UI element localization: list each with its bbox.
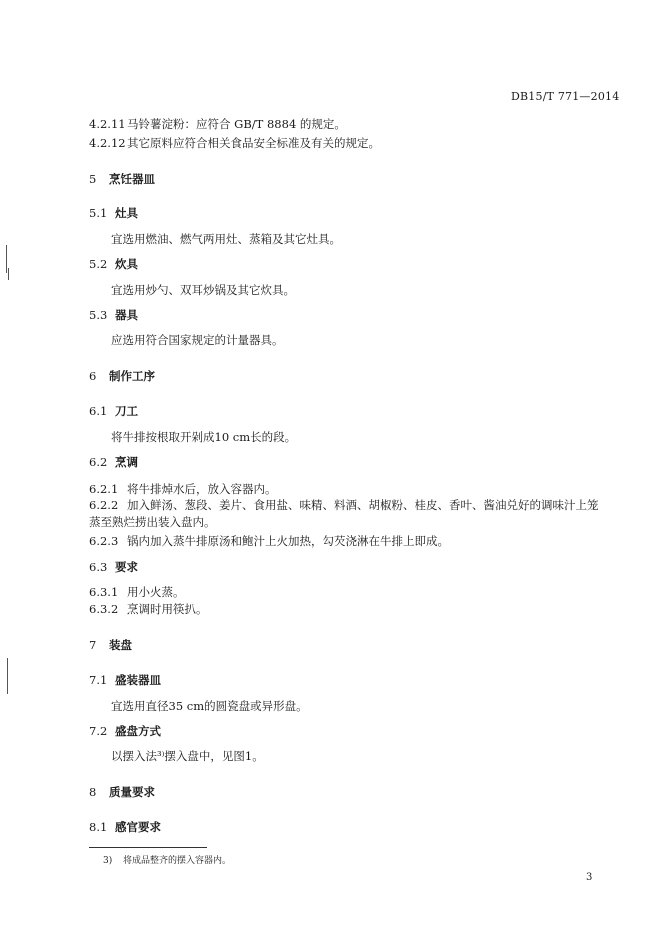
section-6-heading <box>89 368 155 384</box>
section-number: 7 <box>89 638 97 652</box>
section-5-heading <box>89 171 155 187</box>
clause-6-3-1 <box>89 584 185 600</box>
section-title: 制作工序 <box>109 369 155 383</box>
section-7-2-heading <box>89 723 161 739</box>
section-number: 5.1 <box>89 206 108 220</box>
section-8-1-heading <box>89 819 161 835</box>
clause-4-2-12 <box>89 135 380 151</box>
scan-mark <box>7 658 8 694</box>
clause-number: 6.3.2 <box>89 602 119 616</box>
section-number: 5.2 <box>89 257 108 271</box>
section-title: 要求 <box>115 560 138 574</box>
section-8-heading <box>89 784 155 800</box>
clause-6-2-3 <box>89 533 449 549</box>
section-number: 6.3 <box>89 560 108 574</box>
clause-number: 4.2.11 <box>89 117 126 131</box>
section-7-heading <box>89 637 132 653</box>
section-5-3-heading <box>89 307 138 323</box>
clause-text: 将牛排焯水后，放入容器内。 <box>127 482 277 496</box>
document-id: DB15/T 771—2014 <box>511 90 620 103</box>
page-number: 3 <box>586 872 593 883</box>
clause-text: 加入鲜汤、葱段、姜片、食用盐、味精、料酒、胡椒粉、桂皮、香叶、酱油兑好的调味汁上笼蒸至熟烂捞出装入盘内。 <box>89 498 599 529</box>
footnote-rule <box>89 847 207 848</box>
clause-text: 烹调时用筷扒。 <box>127 602 208 616</box>
clause-4-2-11 <box>89 116 346 132</box>
section-title: 感官要求 <box>115 820 161 834</box>
section-title: 灶具 <box>115 206 138 220</box>
clause-text: 锅内加入蒸牛排原汤和鲍汁上火加热，勾芡浇淋在牛排上即成。 <box>127 534 449 548</box>
section-number: 8 <box>89 785 97 799</box>
section-number: 6.2 <box>89 455 108 469</box>
section-6-2-heading <box>89 454 138 470</box>
scan-mark <box>8 268 9 280</box>
clause-text: 马铃薯淀粉：应符合 GB/T 8884 的规定。 <box>127 117 346 131</box>
footnote <box>103 853 231 866</box>
clause-number: 4.2.12 <box>89 136 126 150</box>
section-number: 6.1 <box>89 404 108 418</box>
clause-number: 6.3.1 <box>89 585 119 599</box>
clause-number: 6.2.2 <box>89 498 119 512</box>
clause-number: 6.2.1 <box>89 482 119 496</box>
section-7-1-heading <box>89 672 161 688</box>
clause-text: 用小火蒸。 <box>127 585 185 599</box>
clause-number: 6.2.3 <box>89 534 119 548</box>
section-7-2-text: 以摆入法³⁾摆入盘中，见图1。 <box>111 749 264 763</box>
footnote-text: 将成品整齐的摆入容器内。 <box>123 856 232 866</box>
section-5-3-text: 应选用符合国家规定的计量器具。 <box>111 333 284 347</box>
section-title: 烹调 <box>115 455 138 469</box>
section-title: 烹饪器皿 <box>109 172 155 186</box>
section-number: 8.1 <box>89 820 108 834</box>
section-6-1-text: 将牛排按根取开剁成10 cm长的段。 <box>111 430 297 444</box>
section-number: 6 <box>89 369 97 383</box>
section-title: 炊具 <box>115 257 138 271</box>
footnote-number: 3) <box>103 856 113 866</box>
section-5-1-text: 宜选用燃油、燃气两用灶、蒸箱及其它灶具。 <box>111 232 341 246</box>
clause-6-2-2 <box>89 497 609 531</box>
section-5-2-heading <box>89 256 138 272</box>
section-number: 7.1 <box>89 673 108 687</box>
clause-6-3-2 <box>89 601 208 617</box>
section-7-1-text: 宜选用直径35 cm的圆瓷盘或异形盘。 <box>111 699 308 713</box>
section-number: 7.2 <box>89 724 108 738</box>
section-6-1-heading <box>89 403 138 419</box>
section-6-3-heading <box>89 559 138 575</box>
section-title: 盛装器皿 <box>115 673 161 687</box>
section-5-2-text: 宜选用炒勺、双耳炒锅及其它炊具。 <box>111 283 295 297</box>
scan-mark <box>6 245 7 273</box>
section-title: 刀工 <box>115 404 138 418</box>
section-title: 装盘 <box>109 638 132 652</box>
clause-text: 其它原料应符合相关食品安全标准及有关的规定。 <box>127 136 380 150</box>
section-5-1-heading <box>89 205 138 221</box>
clause-6-2-1 <box>89 481 277 497</box>
section-title: 盛盘方式 <box>115 724 161 738</box>
section-number: 5 <box>89 172 97 186</box>
section-number: 5.3 <box>89 308 108 322</box>
section-title: 质量要求 <box>109 785 155 799</box>
section-title: 器具 <box>115 308 138 322</box>
